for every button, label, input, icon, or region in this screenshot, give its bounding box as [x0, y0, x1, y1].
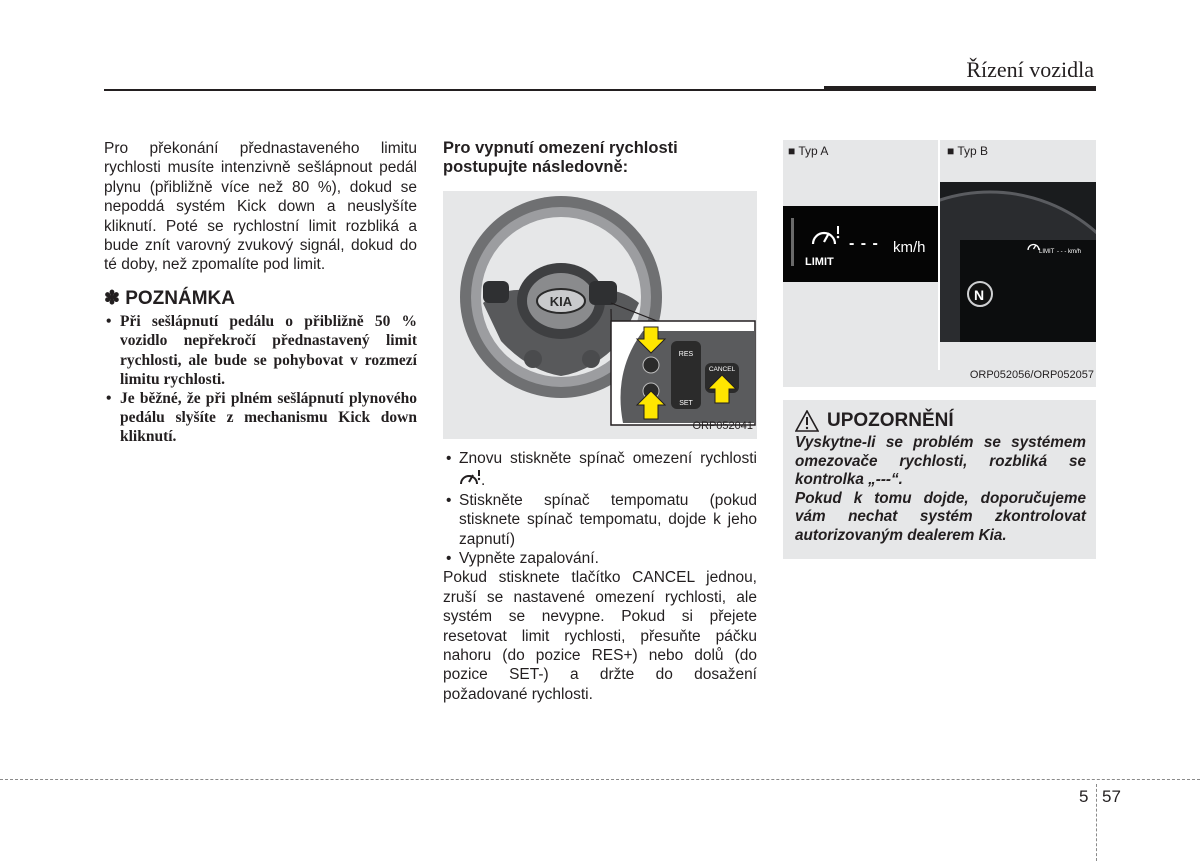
figure-code: ORP052041 [692, 419, 753, 432]
cluster-display-figure [783, 140, 1096, 387]
warning-triangle-icon [795, 410, 819, 432]
column-right [783, 140, 1096, 559]
footer-divider [1096, 784, 1097, 861]
steering-wheel-figure [443, 191, 757, 439]
cancel-paragraph: Pokud stisknete tlačítko CANCEL jednou, zruší se nastavené omezení rychlosti, ale systém se nevypne. Pokud si přejete resetovat limit rychlosti, přesuňte páčku nahoru (do pozice RES+) nebo dolů (do pozice SET-) a držte do dosažení požadované rychlosti. [443, 569, 757, 703]
list-item [443, 449, 757, 491]
chapter-number: 5 [1079, 787, 1089, 806]
warning-text: Pokud k tomu dojde, doporučujeme vám nechat systém zkontrolovat autorizovaným dealerem Kia. [795, 489, 1086, 544]
svg-text:KIA: KIA [549, 294, 573, 309]
column-left [104, 139, 417, 447]
list-item-end: . [481, 472, 486, 490]
column-middle [443, 139, 757, 704]
type-a-label: ■ Typ A [788, 144, 829, 158]
display-type-b [940, 182, 1096, 342]
speed-dashes: - - - [849, 235, 879, 252]
list-item: • Vypněte zapalování. [443, 549, 757, 568]
figure-code: ORP052056/ORP052057 [969, 368, 1094, 381]
kickdown-paragraph: Pro překonání přednastaveného limitu rychlosti musíte intenzivně sešlápnout pedál plynu (přibližně více než 80 %), dokud se nepoddá systém Kick down a neuslyšíte kliknutí. Poté se rychlostní limit rozbliká a bude znít varovný zvukový signál, dokud do té doby, než zpomalíte pod limit. [104, 140, 417, 274]
header-rule-accent [824, 86, 1096, 91]
steering-wheel-illustration [443, 191, 757, 439]
limit-label-small: LIMIT [1039, 249, 1055, 255]
warning-text: Vyskytne-li se problém se systémem omezovače rychlosti, rozbliká se kontrolka „---“. [795, 434, 1086, 489]
set-label: SET [679, 400, 693, 407]
note-title: ✽ POZNÁMKA [104, 287, 235, 309]
speed-readout-small: - - - km/h [1057, 249, 1081, 255]
limit-label: LIMIT [805, 256, 834, 268]
footer-rule [0, 779, 1200, 780]
note-item: • Je běžné, že při plném sešlápnutí plynového pedálu slyšíte z mechanismu Kick down kliknutí. [104, 389, 417, 447]
warning-header [795, 410, 1086, 432]
warning-box [783, 400, 1096, 559]
page-number: 57 [1102, 787, 1121, 806]
list-item-text: Znovu stiskněte spínač omezení rychlosti [459, 450, 757, 467]
note-list [104, 312, 417, 446]
warning-title: UPOZORNĚNÍ [827, 410, 954, 432]
type-b-label: ■ Typ B [947, 144, 989, 158]
list-item: • Stiskněte spínač tempomatu (pokud stisknete spínač tempomatu, dojde k jeho zapnutí) [443, 491, 757, 549]
gear-indicator: N [974, 287, 985, 303]
speed-limiter-icon [810, 224, 840, 248]
res-label: RES [678, 351, 694, 358]
section-heading: Pro vypnutí omezení rychlosti postupujte následovně: [443, 139, 678, 176]
cancel-label: CANCEL [708, 366, 736, 373]
speed-limiter-icon [459, 468, 481, 488]
section-title: Řízení vozidla [966, 57, 1094, 82]
steps-list [443, 449, 757, 568]
display-type-a [783, 206, 938, 318]
note-item: • Při sešlápnutí pedálu o přibližně 50 % vozidlo nepřekročí přednastavený limit rychlosti, ale bude se pohybovat v rozmezí limitu rychlosti. [104, 312, 417, 389]
speed-unit: km/h [893, 239, 926, 256]
